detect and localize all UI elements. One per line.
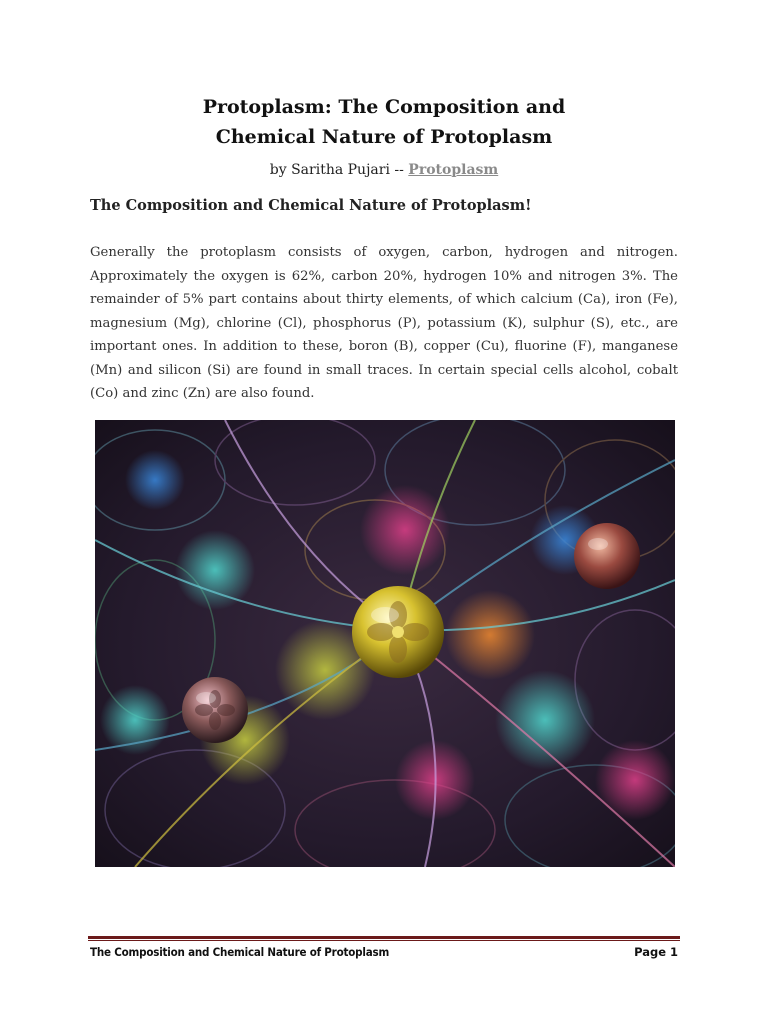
title-line-1: Protoplasm: The Composition and	[202, 96, 566, 118]
section-heading: The Composition and Chemical Nature of Protoplasm!	[90, 197, 532, 214]
body-paragraph: Generally the protoplasm consists of oxygen, carbon, hydrogen and nitrogen. Approximately the oxygen is 62%, carbon 20%, hydrogen 10% and nitrogen 3%. The remainder of 5% part contains about thirty elements, of which calcium (Ca), iron (Fe), magnesium (Mg), chlorine (Cl), phosphorus (P), potassium (K), sulphur (S), etc., are important ones. In addition to these, boron (B), copper (Cu), fluorine (F), manganese (Mn) and silicon (Si) are found in small traces. In certain special cells alcohol, cobalt (Co) and zinc (Zn) are also found.	[90, 245, 678, 401]
footer-title: The Composition and Chemical Nature of Protoplasm	[90, 945, 390, 959]
footer-rule-thin	[88, 940, 680, 941]
fractal-image	[95, 420, 675, 867]
title-line-2: Chemical Nature of Protoplasm	[215, 126, 553, 148]
fractal-image-icon	[95, 420, 675, 867]
protoplasm-link[interactable]: Protoplasm	[408, 162, 499, 178]
page-number: Page 1	[634, 945, 678, 959]
footer-rule	[88, 936, 680, 939]
page-title	[0, 92, 768, 152]
byline-author: by Saritha Pujari --	[269, 162, 409, 178]
byline	[0, 160, 768, 180]
